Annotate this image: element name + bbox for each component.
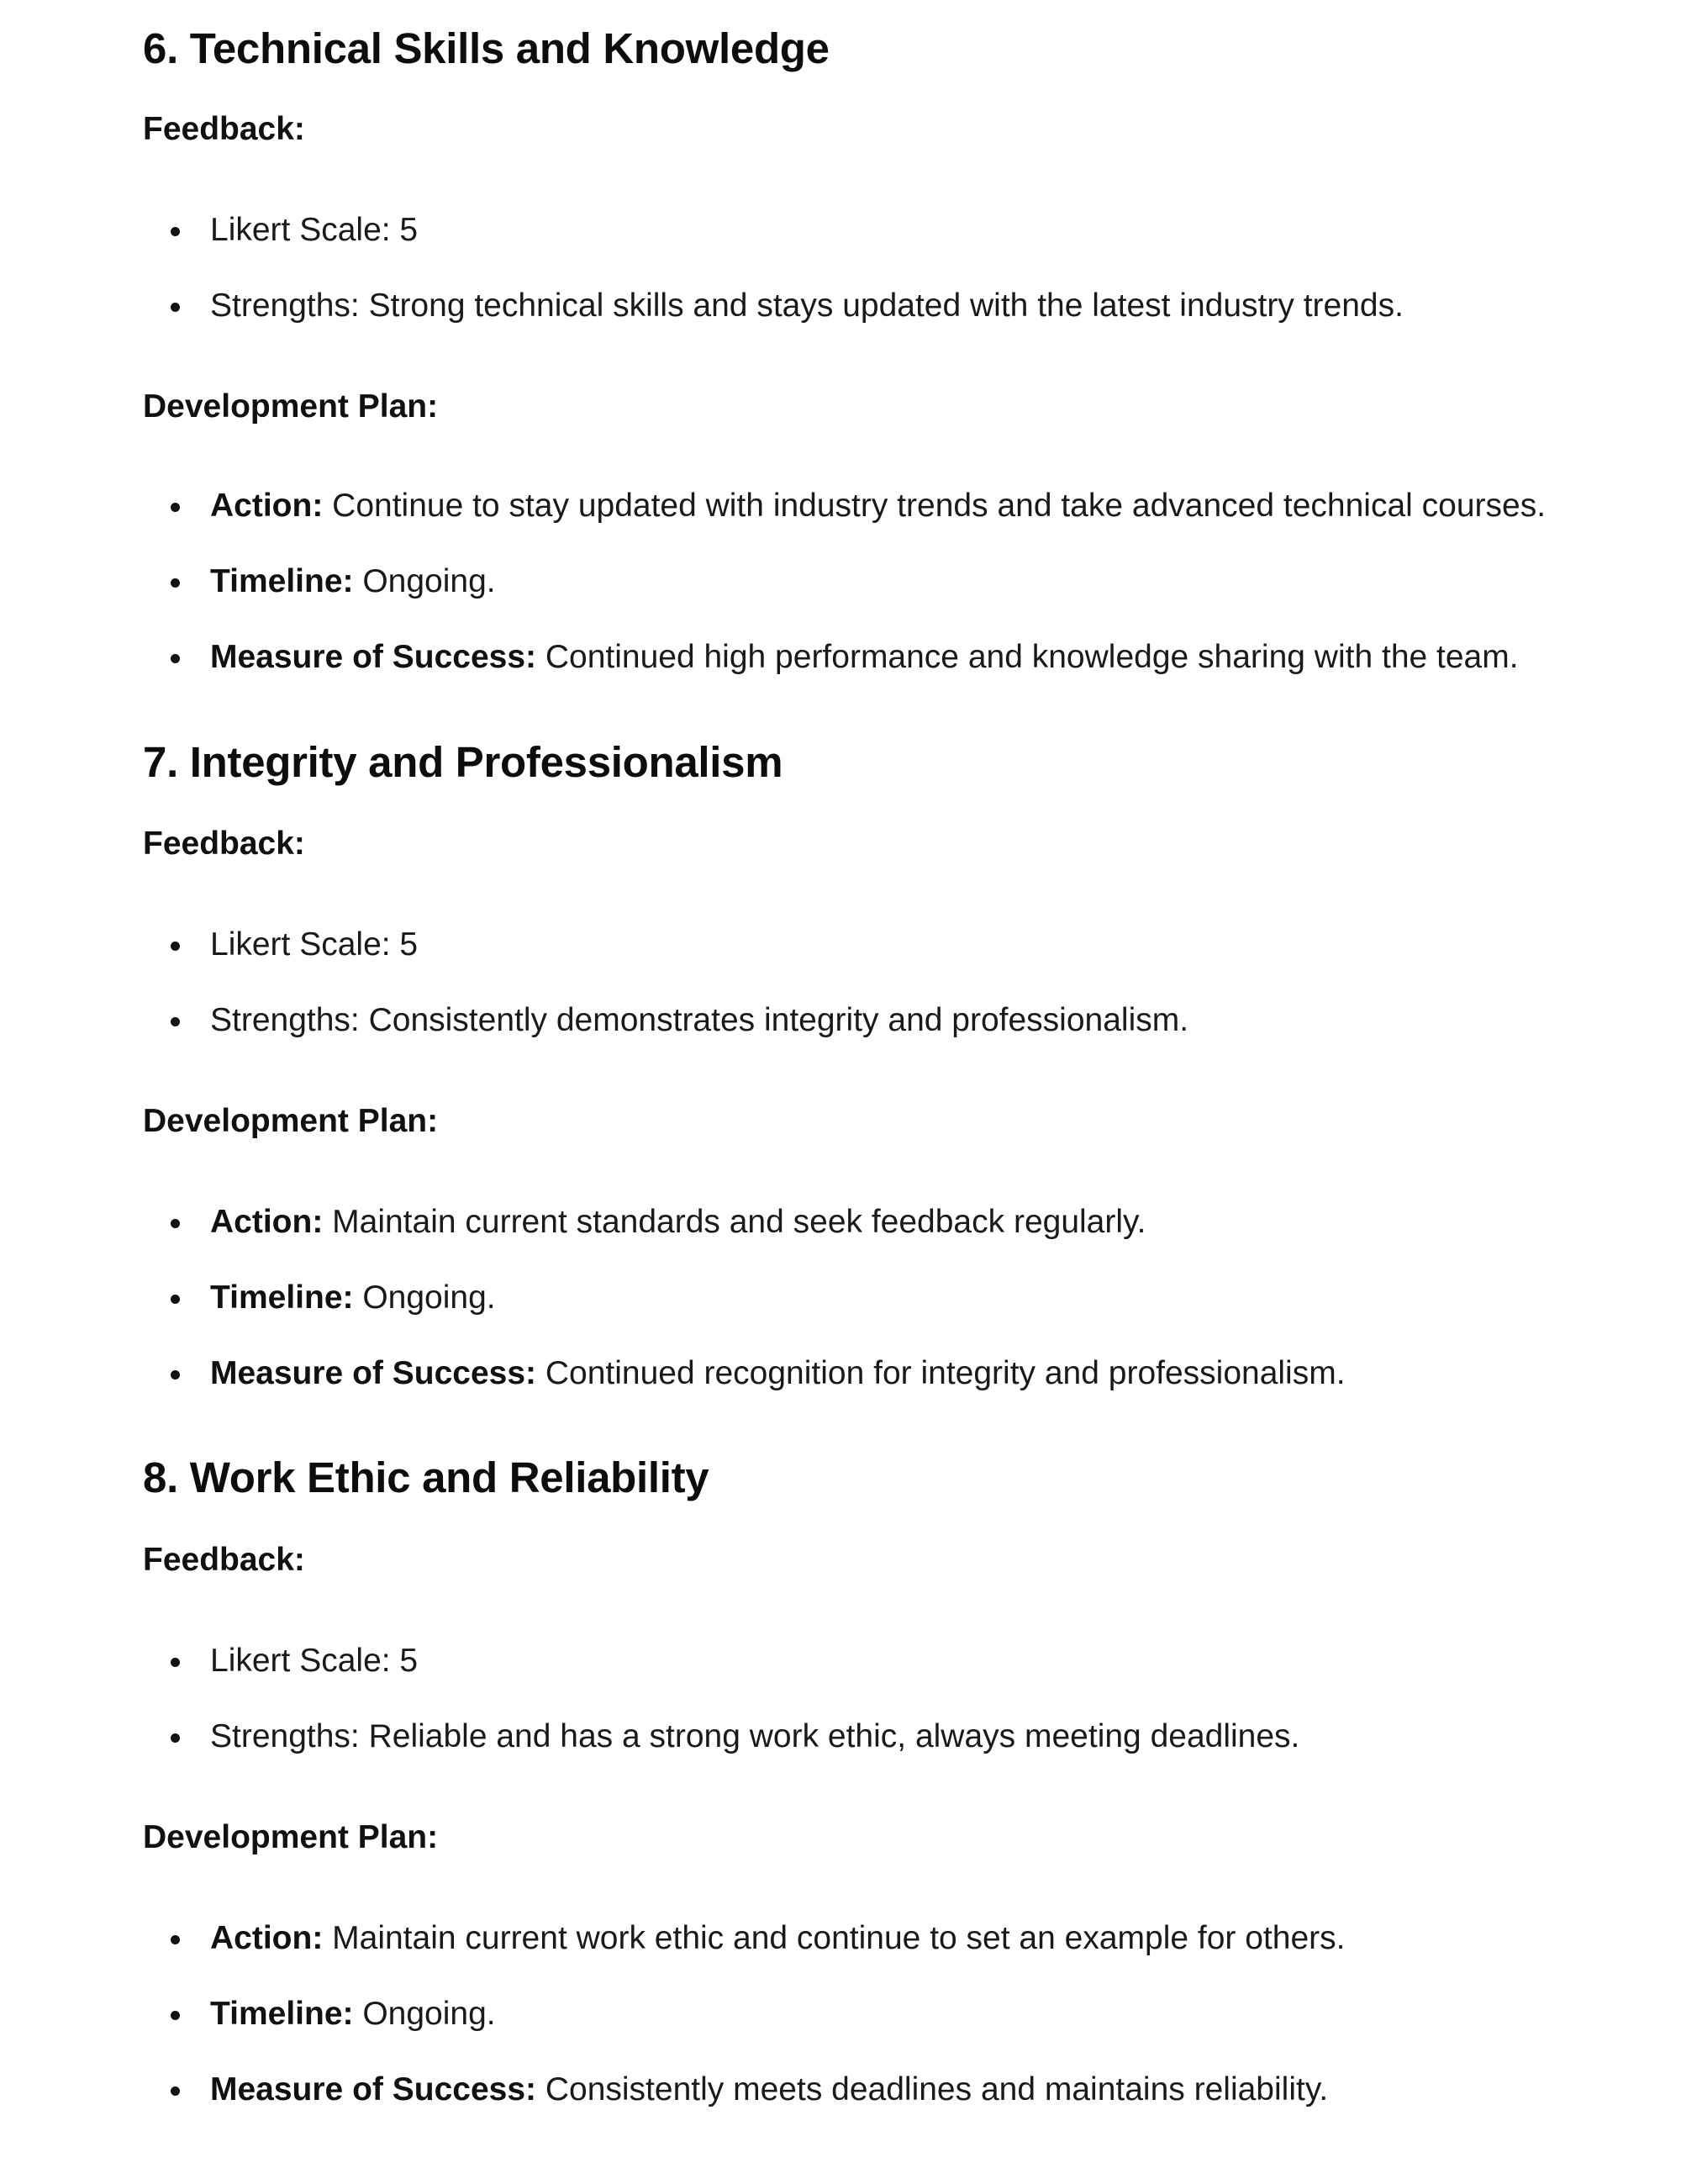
item-label: Timeline: bbox=[210, 1279, 354, 1316]
list-item bbox=[143, 925, 1188, 965]
list-item-text: Strengths: Consistently demonstrates integrity and professionalism. bbox=[210, 1002, 1189, 1038]
feedback-label: Feedback: bbox=[143, 111, 305, 147]
bullet-icon bbox=[171, 503, 180, 512]
bullet-icon bbox=[171, 654, 180, 663]
item-label: Timeline: bbox=[210, 1996, 354, 2032]
item-text: Ongoing. bbox=[353, 563, 496, 599]
item-label: Timeline: bbox=[210, 563, 354, 599]
plan-heading bbox=[143, 1817, 438, 1858]
list-item bbox=[143, 1918, 1345, 1959]
section-title: 6. Technical Skills and Knowledge bbox=[143, 24, 830, 72]
section-technical-skills bbox=[143, 24, 830, 74]
list-item bbox=[143, 486, 1546, 526]
bullet-icon bbox=[171, 1658, 180, 1667]
item-text: Ongoing. bbox=[353, 1279, 496, 1316]
item-text: Continued high performance and knowledge sharing with the team. bbox=[536, 639, 1519, 675]
section-work-ethic bbox=[143, 1453, 709, 1503]
plan-list bbox=[143, 1918, 1345, 2110]
feedback-label: Feedback: bbox=[143, 1542, 305, 1578]
feedback-list bbox=[143, 1641, 1299, 1757]
item-label: Action: bbox=[210, 488, 324, 524]
plan-label: Development Plan: bbox=[143, 388, 439, 425]
list-item bbox=[143, 1994, 1345, 2034]
bullet-icon bbox=[171, 1733, 180, 1743]
list-item bbox=[143, 286, 1404, 326]
bullet-icon bbox=[171, 303, 180, 312]
bullet-icon bbox=[171, 1935, 180, 1944]
bullet-icon bbox=[171, 1370, 180, 1380]
feedback-list bbox=[143, 925, 1188, 1041]
feedback-list bbox=[143, 210, 1404, 326]
list-item bbox=[143, 1278, 1346, 1318]
feedback-heading bbox=[143, 109, 305, 150]
section-title: 8. Work Ethic and Reliability bbox=[143, 1453, 709, 1501]
plan-heading bbox=[143, 387, 438, 427]
list-item bbox=[143, 1000, 1188, 1041]
item-label: Action: bbox=[210, 1920, 324, 1956]
list-item bbox=[143, 1641, 1299, 1681]
list-item bbox=[143, 210, 1404, 251]
list-item bbox=[143, 1202, 1346, 1242]
list-item-text: Likert Scale: 5 bbox=[210, 1643, 419, 1679]
list-item-text: Strengths: Strong technical skills and stays updated with the latest industry trends. bbox=[210, 288, 1404, 324]
list-item bbox=[143, 1717, 1299, 1757]
plan-heading bbox=[143, 1101, 438, 1142]
item-text: Continue to stay updated with industry trends and take advanced technical courses. bbox=[323, 488, 1547, 524]
plan-label: Development Plan: bbox=[143, 1103, 439, 1139]
item-text: Maintain current standards and seek feedback regularly. bbox=[323, 1204, 1146, 1240]
item-label: Measure of Success: bbox=[210, 639, 537, 675]
feedback-heading bbox=[143, 824, 305, 864]
bullet-icon bbox=[171, 227, 180, 236]
list-item bbox=[143, 637, 1546, 678]
bullet-icon bbox=[171, 942, 180, 951]
item-label: Measure of Success: bbox=[210, 1355, 537, 1391]
item-text: Consistently meets deadlines and maintains reliability. bbox=[536, 2071, 1329, 2108]
list-item bbox=[143, 562, 1546, 602]
feedback-label: Feedback: bbox=[143, 826, 305, 862]
bullet-icon bbox=[171, 1219, 180, 1228]
bullet-icon bbox=[171, 1295, 180, 1304]
list-item-text: Likert Scale: 5 bbox=[210, 926, 419, 963]
list-item-text: Likert Scale: 5 bbox=[210, 212, 419, 248]
bullet-icon bbox=[171, 2011, 180, 2020]
item-text: Maintain current work ethic and continue to set an example for others. bbox=[323, 1920, 1346, 1956]
list-item-text: Strengths: Reliable and has a strong work ethic, always meeting deadlines. bbox=[210, 1718, 1300, 1754]
plan-label: Development Plan: bbox=[143, 1819, 439, 1855]
bullet-icon bbox=[171, 578, 180, 588]
plan-list bbox=[143, 486, 1546, 678]
section-title: 7. Integrity and Professionalism bbox=[143, 738, 783, 786]
section-integrity bbox=[143, 737, 783, 788]
bullet-icon bbox=[171, 2086, 180, 2096]
item-text: Continued recognition for integrity and professionalism. bbox=[536, 1355, 1346, 1391]
item-text: Ongoing. bbox=[353, 1996, 496, 2032]
list-item bbox=[143, 2070, 1345, 2110]
feedback-heading bbox=[143, 1540, 305, 1580]
list-item bbox=[143, 1353, 1346, 1394]
bullet-icon bbox=[171, 1017, 180, 1026]
item-label: Measure of Success: bbox=[210, 2071, 537, 2108]
plan-list bbox=[143, 1202, 1346, 1394]
item-label: Action: bbox=[210, 1204, 324, 1240]
